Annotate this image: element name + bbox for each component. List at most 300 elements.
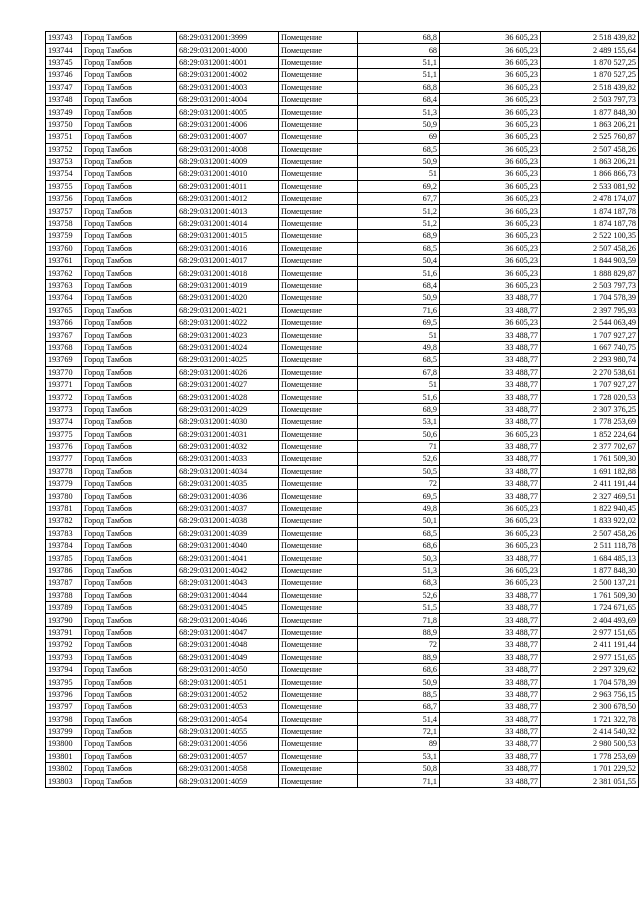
locality-cell: Город Тамбов [82, 267, 177, 279]
table-row [46, 775, 639, 787]
locality-cell: Город Тамбов [82, 639, 177, 651]
table-row [46, 193, 639, 205]
cadastral-value-cell: 2 518 439,82 [541, 32, 639, 44]
area-cell: 51,1 [358, 56, 440, 68]
table-row [46, 738, 639, 750]
cadastral-value-cell: 1 822 940,45 [541, 502, 639, 514]
object-type-cell: Помещение [279, 143, 358, 155]
table-row [46, 428, 639, 440]
row-number-cell: 193789 [46, 601, 82, 613]
cadastral-value-cell: 2 518 439,82 [541, 81, 639, 93]
cadastral-number-cell: 68:29:0312001:4024 [177, 341, 279, 353]
object-type-cell: Помещение [279, 205, 358, 217]
row-number-cell: 193798 [46, 713, 82, 725]
area-cell: 50,1 [358, 515, 440, 527]
table-row [46, 639, 639, 651]
locality-cell: Город Тамбов [82, 316, 177, 328]
locality-cell: Город Тамбов [82, 279, 177, 291]
row-number-cell: 193744 [46, 44, 82, 56]
unit-value-cell: 36 605,23 [440, 131, 541, 143]
locality-cell: Город Тамбов [82, 515, 177, 527]
row-number-cell: 193750 [46, 118, 82, 130]
area-cell: 51 [358, 168, 440, 180]
cadastral-value-cell: 1 833 922,02 [541, 515, 639, 527]
table-row [46, 217, 639, 229]
locality-cell: Город Тамбов [82, 478, 177, 490]
unit-value-cell: 33 488,77 [440, 391, 541, 403]
area-cell: 51,3 [358, 564, 440, 576]
table-row [46, 527, 639, 539]
cadastral-value-cell: 2 507 458,26 [541, 527, 639, 539]
cadastral-number-cell: 68:29:0312001:4047 [177, 626, 279, 638]
table-row [46, 304, 639, 316]
cadastral-number-cell: 68:29:0312001:4001 [177, 56, 279, 68]
row-number-cell: 193766 [46, 316, 82, 328]
locality-cell: Город Тамбов [82, 106, 177, 118]
row-number-cell: 193788 [46, 589, 82, 601]
unit-value-cell: 33 488,77 [440, 329, 541, 341]
locality-cell: Город Тамбов [82, 32, 177, 44]
area-cell: 50,4 [358, 255, 440, 267]
object-type-cell: Помещение [279, 69, 358, 81]
cadastral-number-cell: 68:29:0312001:4023 [177, 329, 279, 341]
table-row [46, 577, 639, 589]
object-type-cell: Помещение [279, 217, 358, 229]
table-row [46, 688, 639, 700]
table-row [46, 155, 639, 167]
cadastral-number-cell: 68:29:0312001:4005 [177, 106, 279, 118]
row-number-cell: 193803 [46, 775, 82, 787]
cadastral-number-cell: 68:29:0312001:3999 [177, 32, 279, 44]
cadastral-value-cell: 1 761 509,30 [541, 589, 639, 601]
object-type-cell: Помещение [279, 32, 358, 44]
cadastral-number-cell: 68:29:0312001:4036 [177, 490, 279, 502]
unit-value-cell: 36 605,23 [440, 279, 541, 291]
locality-cell: Город Тамбов [82, 44, 177, 56]
row-number-cell: 193765 [46, 304, 82, 316]
area-cell: 68,3 [358, 577, 440, 589]
locality-cell: Город Тамбов [82, 601, 177, 613]
row-number-cell: 193781 [46, 502, 82, 514]
cadastral-number-cell: 68:29:0312001:4006 [177, 118, 279, 130]
cadastral-number-cell: 68:29:0312001:4035 [177, 478, 279, 490]
unit-value-cell: 33 488,77 [440, 713, 541, 725]
object-type-cell: Помещение [279, 552, 358, 564]
table-row [46, 589, 639, 601]
unit-value-cell: 36 605,23 [440, 242, 541, 254]
table-row [46, 701, 639, 713]
unit-value-cell: 36 605,23 [440, 577, 541, 589]
locality-cell: Город Тамбов [82, 391, 177, 403]
cadastral-value-cell: 1 728 020,53 [541, 391, 639, 403]
cadastral-number-cell: 68:29:0312001:4042 [177, 564, 279, 576]
cadastral-number-cell: 68:29:0312001:4038 [177, 515, 279, 527]
object-type-cell: Помещение [279, 255, 358, 267]
unit-value-cell: 36 605,23 [440, 143, 541, 155]
row-number-cell: 193770 [46, 366, 82, 378]
unit-value-cell: 33 488,77 [440, 366, 541, 378]
area-cell: 50,9 [358, 292, 440, 304]
locality-cell: Город Тамбов [82, 180, 177, 192]
table-row [46, 118, 639, 130]
cadastral-value-cell: 2 397 795,93 [541, 304, 639, 316]
table-row [46, 403, 639, 415]
locality-cell: Город Тамбов [82, 564, 177, 576]
area-cell: 52,6 [358, 589, 440, 601]
row-number-cell: 193751 [46, 131, 82, 143]
unit-value-cell: 36 605,23 [440, 69, 541, 81]
row-number-cell: 193785 [46, 552, 82, 564]
table-row [46, 106, 639, 118]
cadastral-value-table [45, 31, 639, 788]
unit-value-cell: 36 605,23 [440, 81, 541, 93]
area-cell: 89 [358, 738, 440, 750]
object-type-cell: Помещение [279, 577, 358, 589]
cadastral-value-cell: 1 707 927,27 [541, 378, 639, 390]
cadastral-number-cell: 68:29:0312001:4003 [177, 81, 279, 93]
cadastral-number-cell: 68:29:0312001:4033 [177, 453, 279, 465]
area-cell: 68 [358, 44, 440, 56]
cadastral-number-cell: 68:29:0312001:4050 [177, 663, 279, 675]
unit-value-cell: 36 605,23 [440, 230, 541, 242]
cadastral-value-cell: 1 863 206,21 [541, 155, 639, 167]
locality-cell: Город Тамбов [82, 614, 177, 626]
cadastral-value-cell: 1 707 927,27 [541, 329, 639, 341]
object-type-cell: Помещение [279, 391, 358, 403]
cadastral-number-cell: 68:29:0312001:4000 [177, 44, 279, 56]
cadastral-value-cell: 2 327 469,51 [541, 490, 639, 502]
cadastral-number-cell: 68:29:0312001:4002 [177, 69, 279, 81]
object-type-cell: Помещение [279, 725, 358, 737]
locality-cell: Город Тамбов [82, 69, 177, 81]
cadastral-number-cell: 68:29:0312001:4051 [177, 676, 279, 688]
object-type-cell: Помещение [279, 106, 358, 118]
unit-value-cell: 33 488,77 [440, 490, 541, 502]
object-type-cell: Помещение [279, 478, 358, 490]
locality-cell: Город Тамбов [82, 775, 177, 787]
object-type-cell: Помещение [279, 304, 358, 316]
area-cell: 68,9 [358, 230, 440, 242]
unit-value-cell: 36 605,23 [440, 255, 541, 267]
locality-cell: Город Тамбов [82, 663, 177, 675]
row-number-cell: 193776 [46, 440, 82, 452]
cadastral-value-cell: 2 533 081,92 [541, 180, 639, 192]
cadastral-value-cell: 2 503 797,73 [541, 93, 639, 105]
unit-value-cell: 36 605,23 [440, 168, 541, 180]
unit-value-cell: 36 605,23 [440, 44, 541, 56]
unit-value-cell: 33 488,77 [440, 651, 541, 663]
cadastral-number-cell: 68:29:0312001:4029 [177, 403, 279, 415]
cadastral-value-cell: 2 503 797,73 [541, 279, 639, 291]
unit-value-cell: 33 488,77 [440, 775, 541, 787]
unit-value-cell: 33 488,77 [440, 626, 541, 638]
cadastral-number-cell: 68:29:0312001:4019 [177, 279, 279, 291]
locality-cell: Город Тамбов [82, 540, 177, 552]
cadastral-value-cell: 1 844 903,59 [541, 255, 639, 267]
cadastral-value-cell: 2 307 376,25 [541, 403, 639, 415]
locality-cell: Город Тамбов [82, 378, 177, 390]
table-row [46, 651, 639, 663]
area-cell: 68,9 [358, 403, 440, 415]
object-type-cell: Помещение [279, 465, 358, 477]
row-number-cell: 193773 [46, 403, 82, 415]
row-number-cell: 193777 [46, 453, 82, 465]
unit-value-cell: 36 605,23 [440, 316, 541, 328]
table-row [46, 230, 639, 242]
area-cell: 50,9 [358, 676, 440, 688]
locality-cell: Город Тамбов [82, 626, 177, 638]
area-cell: 51 [358, 378, 440, 390]
row-number-cell: 193791 [46, 626, 82, 638]
cadastral-number-cell: 68:29:0312001:4017 [177, 255, 279, 267]
area-cell: 49,8 [358, 502, 440, 514]
locality-cell: Город Тамбов [82, 403, 177, 415]
row-number-cell: 193762 [46, 267, 82, 279]
locality-cell: Город Тамбов [82, 502, 177, 514]
locality-cell: Город Тамбов [82, 577, 177, 589]
unit-value-cell: 33 488,77 [440, 552, 541, 564]
object-type-cell: Помещение [279, 663, 358, 675]
cadastral-number-cell: 68:29:0312001:4004 [177, 93, 279, 105]
locality-cell: Город Тамбов [82, 651, 177, 663]
unit-value-cell: 36 605,23 [440, 205, 541, 217]
object-type-cell: Помещение [279, 775, 358, 787]
row-number-cell: 193801 [46, 750, 82, 762]
table-row [46, 205, 639, 217]
table-row [46, 713, 639, 725]
cadastral-number-cell: 68:29:0312001:4046 [177, 614, 279, 626]
cadastral-number-cell: 68:29:0312001:4056 [177, 738, 279, 750]
cadastral-value-cell: 2 507 458,26 [541, 242, 639, 254]
table-row [46, 366, 639, 378]
cadastral-number-cell: 68:29:0312001:4059 [177, 775, 279, 787]
cadastral-number-cell: 68:29:0312001:4015 [177, 230, 279, 242]
object-type-cell: Помещение [279, 688, 358, 700]
table-row [46, 540, 639, 552]
unit-value-cell: 33 488,77 [440, 688, 541, 700]
area-cell: 68,5 [358, 527, 440, 539]
locality-cell: Город Тамбов [82, 428, 177, 440]
area-cell: 68,6 [358, 540, 440, 552]
cadastral-value-cell: 1 874 187,78 [541, 205, 639, 217]
cadastral-value-cell: 1 877 848,30 [541, 106, 639, 118]
row-number-cell: 193796 [46, 688, 82, 700]
unit-value-cell: 33 488,77 [440, 341, 541, 353]
area-cell: 50,8 [358, 763, 440, 775]
unit-value-cell: 33 488,77 [440, 440, 541, 452]
cadastral-value-cell: 1 870 527,25 [541, 56, 639, 68]
cadastral-value-cell: 1 888 829,87 [541, 267, 639, 279]
unit-value-cell: 36 605,23 [440, 93, 541, 105]
object-type-cell: Помещение [279, 341, 358, 353]
cadastral-value-cell: 2 977 151,65 [541, 651, 639, 663]
table-body [46, 32, 639, 788]
locality-cell: Город Тамбов [82, 143, 177, 155]
cadastral-number-cell: 68:29:0312001:4058 [177, 763, 279, 775]
cadastral-number-cell: 68:29:0312001:4007 [177, 131, 279, 143]
locality-cell: Город Тамбов [82, 366, 177, 378]
cadastral-value-cell: 2 507 458,26 [541, 143, 639, 155]
area-cell: 69,5 [358, 316, 440, 328]
object-type-cell: Помещение [279, 540, 358, 552]
object-type-cell: Помещение [279, 193, 358, 205]
unit-value-cell: 33 488,77 [440, 403, 541, 415]
row-number-cell: 193745 [46, 56, 82, 68]
table-row [46, 416, 639, 428]
area-cell: 68,4 [358, 279, 440, 291]
cadastral-value-cell: 1 852 224,64 [541, 428, 639, 440]
cadastral-value-cell: 2 270 538,61 [541, 366, 639, 378]
row-number-cell: 193748 [46, 93, 82, 105]
cadastral-value-cell: 1 704 578,39 [541, 292, 639, 304]
table-row [46, 676, 639, 688]
table-row [46, 465, 639, 477]
area-cell: 72 [358, 639, 440, 651]
table-row [46, 354, 639, 366]
cadastral-number-cell: 68:29:0312001:4018 [177, 267, 279, 279]
area-cell: 50,9 [358, 155, 440, 167]
object-type-cell: Помещение [279, 93, 358, 105]
cadastral-value-cell: 1 761 509,30 [541, 453, 639, 465]
locality-cell: Город Тамбов [82, 93, 177, 105]
object-type-cell: Помещение [279, 428, 358, 440]
cadastral-value-cell: 1 866 866,73 [541, 168, 639, 180]
locality-cell: Город Тамбов [82, 527, 177, 539]
locality-cell: Город Тамбов [82, 688, 177, 700]
area-cell: 88,9 [358, 626, 440, 638]
cadastral-number-cell: 68:29:0312001:4014 [177, 217, 279, 229]
unit-value-cell: 36 605,23 [440, 155, 541, 167]
object-type-cell: Помещение [279, 44, 358, 56]
table-row [46, 614, 639, 626]
object-type-cell: Помещение [279, 131, 358, 143]
object-type-cell: Помещение [279, 601, 358, 613]
area-cell: 51,2 [358, 217, 440, 229]
area-cell: 69 [358, 131, 440, 143]
area-cell: 51 [358, 329, 440, 341]
row-number-cell: 193763 [46, 279, 82, 291]
locality-cell: Город Тамбов [82, 589, 177, 601]
unit-value-cell: 33 488,77 [440, 354, 541, 366]
locality-cell: Город Тамбов [82, 131, 177, 143]
unit-value-cell: 36 605,23 [440, 193, 541, 205]
cadastral-number-cell: 68:29:0312001:4039 [177, 527, 279, 539]
object-type-cell: Помещение [279, 626, 358, 638]
object-type-cell: Помещение [279, 81, 358, 93]
cadastral-value-cell: 1 778 253,69 [541, 416, 639, 428]
table-row [46, 329, 639, 341]
locality-cell: Город Тамбов [82, 56, 177, 68]
row-number-cell: 193761 [46, 255, 82, 267]
unit-value-cell: 33 488,77 [440, 639, 541, 651]
row-number-cell: 193784 [46, 540, 82, 552]
object-type-cell: Помещение [279, 292, 358, 304]
row-number-cell: 193775 [46, 428, 82, 440]
cadastral-value-cell: 1 667 740,75 [541, 341, 639, 353]
unit-value-cell: 36 605,23 [440, 527, 541, 539]
cadastral-value-cell: 2 381 051,55 [541, 775, 639, 787]
table-row [46, 515, 639, 527]
locality-cell: Город Тамбов [82, 230, 177, 242]
cadastral-value-cell: 2 489 155,64 [541, 44, 639, 56]
unit-value-cell: 36 605,23 [440, 180, 541, 192]
row-number-cell: 193783 [46, 527, 82, 539]
row-number-cell: 193746 [46, 69, 82, 81]
cadastral-value-cell: 1 778 253,69 [541, 750, 639, 762]
row-number-cell: 193760 [46, 242, 82, 254]
locality-cell: Город Тамбов [82, 713, 177, 725]
area-cell: 68,4 [358, 93, 440, 105]
unit-value-cell: 33 488,77 [440, 304, 541, 316]
unit-value-cell: 36 605,23 [440, 217, 541, 229]
area-cell: 71,6 [358, 304, 440, 316]
area-cell: 51,6 [358, 267, 440, 279]
locality-cell: Город Тамбов [82, 465, 177, 477]
row-number-cell: 193757 [46, 205, 82, 217]
object-type-cell: Помещение [279, 279, 358, 291]
cadastral-value-cell: 2 500 137,21 [541, 577, 639, 589]
locality-cell: Город Тамбов [82, 155, 177, 167]
row-number-cell: 193756 [46, 193, 82, 205]
cadastral-value-cell: 2 414 540,32 [541, 725, 639, 737]
table-row [46, 626, 639, 638]
unit-value-cell: 33 488,77 [440, 378, 541, 390]
cadastral-number-cell: 68:29:0312001:4049 [177, 651, 279, 663]
unit-value-cell: 33 488,77 [440, 416, 541, 428]
row-number-cell: 193743 [46, 32, 82, 44]
cadastral-value-cell: 2 478 174,07 [541, 193, 639, 205]
object-type-cell: Помещение [279, 440, 358, 452]
cadastral-number-cell: 68:29:0312001:4030 [177, 416, 279, 428]
cadastral-value-cell: 2 511 118,78 [541, 540, 639, 552]
locality-cell: Город Тамбов [82, 750, 177, 762]
object-type-cell: Помещение [279, 403, 358, 415]
area-cell: 68,8 [358, 32, 440, 44]
locality-cell: Город Тамбов [82, 217, 177, 229]
locality-cell: Город Тамбов [82, 255, 177, 267]
table-row [46, 478, 639, 490]
cadastral-value-cell: 1 877 848,30 [541, 564, 639, 576]
area-cell: 68,7 [358, 701, 440, 713]
locality-cell: Город Тамбов [82, 490, 177, 502]
area-cell: 51,5 [358, 601, 440, 613]
table-row [46, 663, 639, 675]
row-number-cell: 193800 [46, 738, 82, 750]
locality-cell: Город Тамбов [82, 242, 177, 254]
object-type-cell: Помещение [279, 329, 358, 341]
object-type-cell: Помещение [279, 639, 358, 651]
table-row [46, 341, 639, 353]
locality-cell: Город Тамбов [82, 118, 177, 130]
cadastral-number-cell: 68:29:0312001:4031 [177, 428, 279, 440]
row-number-cell: 193754 [46, 168, 82, 180]
unit-value-cell: 33 488,77 [440, 589, 541, 601]
locality-cell: Город Тамбов [82, 304, 177, 316]
locality-cell: Город Тамбов [82, 292, 177, 304]
unit-value-cell: 33 488,77 [440, 478, 541, 490]
row-number-cell: 193772 [46, 391, 82, 403]
object-type-cell: Помещение [279, 118, 358, 130]
area-cell: 68,5 [358, 242, 440, 254]
object-type-cell: Помещение [279, 750, 358, 762]
cadastral-number-cell: 68:29:0312001:4021 [177, 304, 279, 316]
table-row [46, 391, 639, 403]
cadastral-value-cell: 2 411 191,44 [541, 478, 639, 490]
area-cell: 69,5 [358, 490, 440, 502]
object-type-cell: Помещение [279, 502, 358, 514]
table-row [46, 502, 639, 514]
object-type-cell: Помещение [279, 316, 358, 328]
